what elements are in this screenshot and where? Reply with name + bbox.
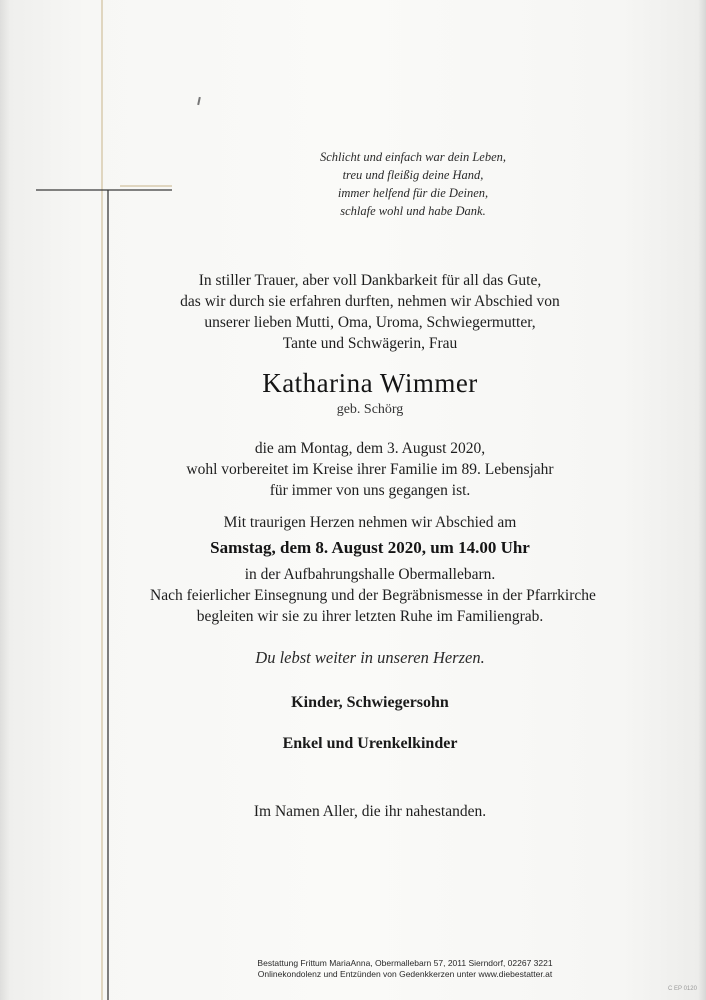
footer-address: Bestattung Frittum MariaAnna, Obermallebarn 57, 2011 Sierndorf, 02267 3221: [257, 958, 553, 968]
print-code: C EP 0120: [668, 986, 697, 992]
closing-line: Im Namen Aller, die ihr nahestanden.: [253, 803, 487, 820]
poem-line: Schlicht und einfach war dein Leben,: [319, 150, 507, 164]
funeral-intro: Mit traurigen Herzen nehmen wir Abschied am: [223, 514, 517, 531]
intro-line: unserer lieben Mutti, Oma, Uroma, Schwiegermutter,: [204, 314, 536, 331]
footer-website: Onlinekondolenz und Entzünden von Gedenkkerzen unter www.diebestatter.at: [257, 969, 553, 979]
death-line: wohl vorbereitet im Kreise ihrer Familie im 89. Lebensjahr: [186, 461, 554, 478]
birth-name: geb. Schörg: [336, 402, 404, 417]
funeral-detail-line: begleiten wir sie zu ihrer letzten Ruhe im Familiengrab.: [196, 608, 544, 625]
intro-line: das wir durch sie erfahren durften, nehmen wir Abschied von: [180, 293, 560, 310]
poem-line: treu und fleißig deine Hand,: [342, 168, 484, 182]
funeral-detail-line: in der Aufbahrungshalle Obermallebarn.: [244, 566, 496, 583]
family-children: Kinder, Schwiegersohn: [291, 694, 449, 711]
intro-line: In stiller Trauer, aber voll Dankbarkeit für all das Gute,: [198, 272, 542, 289]
funeral-date: Samstag, dem 8. August 2020, um 14.00 Uhr: [210, 538, 530, 557]
funeral-home-footer: [220, 958, 590, 980]
page-shadow-right: [698, 0, 706, 1000]
family-grandchildren: Enkel und Urenkelkinder: [282, 735, 458, 752]
funeral-detail-line: Nach feierlicher Einsegnung und der Begräbnismesse in der Pfarrkirche: [150, 587, 596, 604]
motto: Du lebst weiter in unseren Herzen.: [255, 648, 485, 667]
scan-mark: [197, 97, 201, 105]
deceased-name: Katharina Wimmer: [262, 368, 478, 398]
poem-line: immer helfend für die Deinen,: [337, 186, 489, 200]
intro-text: [170, 270, 570, 354]
poem-line: schlafe wohl und habe Dank.: [340, 204, 486, 218]
funeral-details: [150, 564, 596, 627]
death-line: die am Montag, dem 3. August 2020,: [254, 440, 486, 457]
death-notice: [170, 438, 570, 501]
death-line: für immer von uns gegangen ist.: [269, 482, 471, 499]
poem: [228, 148, 598, 220]
intro-line: Tante und Schwägerin, Frau: [282, 335, 458, 352]
